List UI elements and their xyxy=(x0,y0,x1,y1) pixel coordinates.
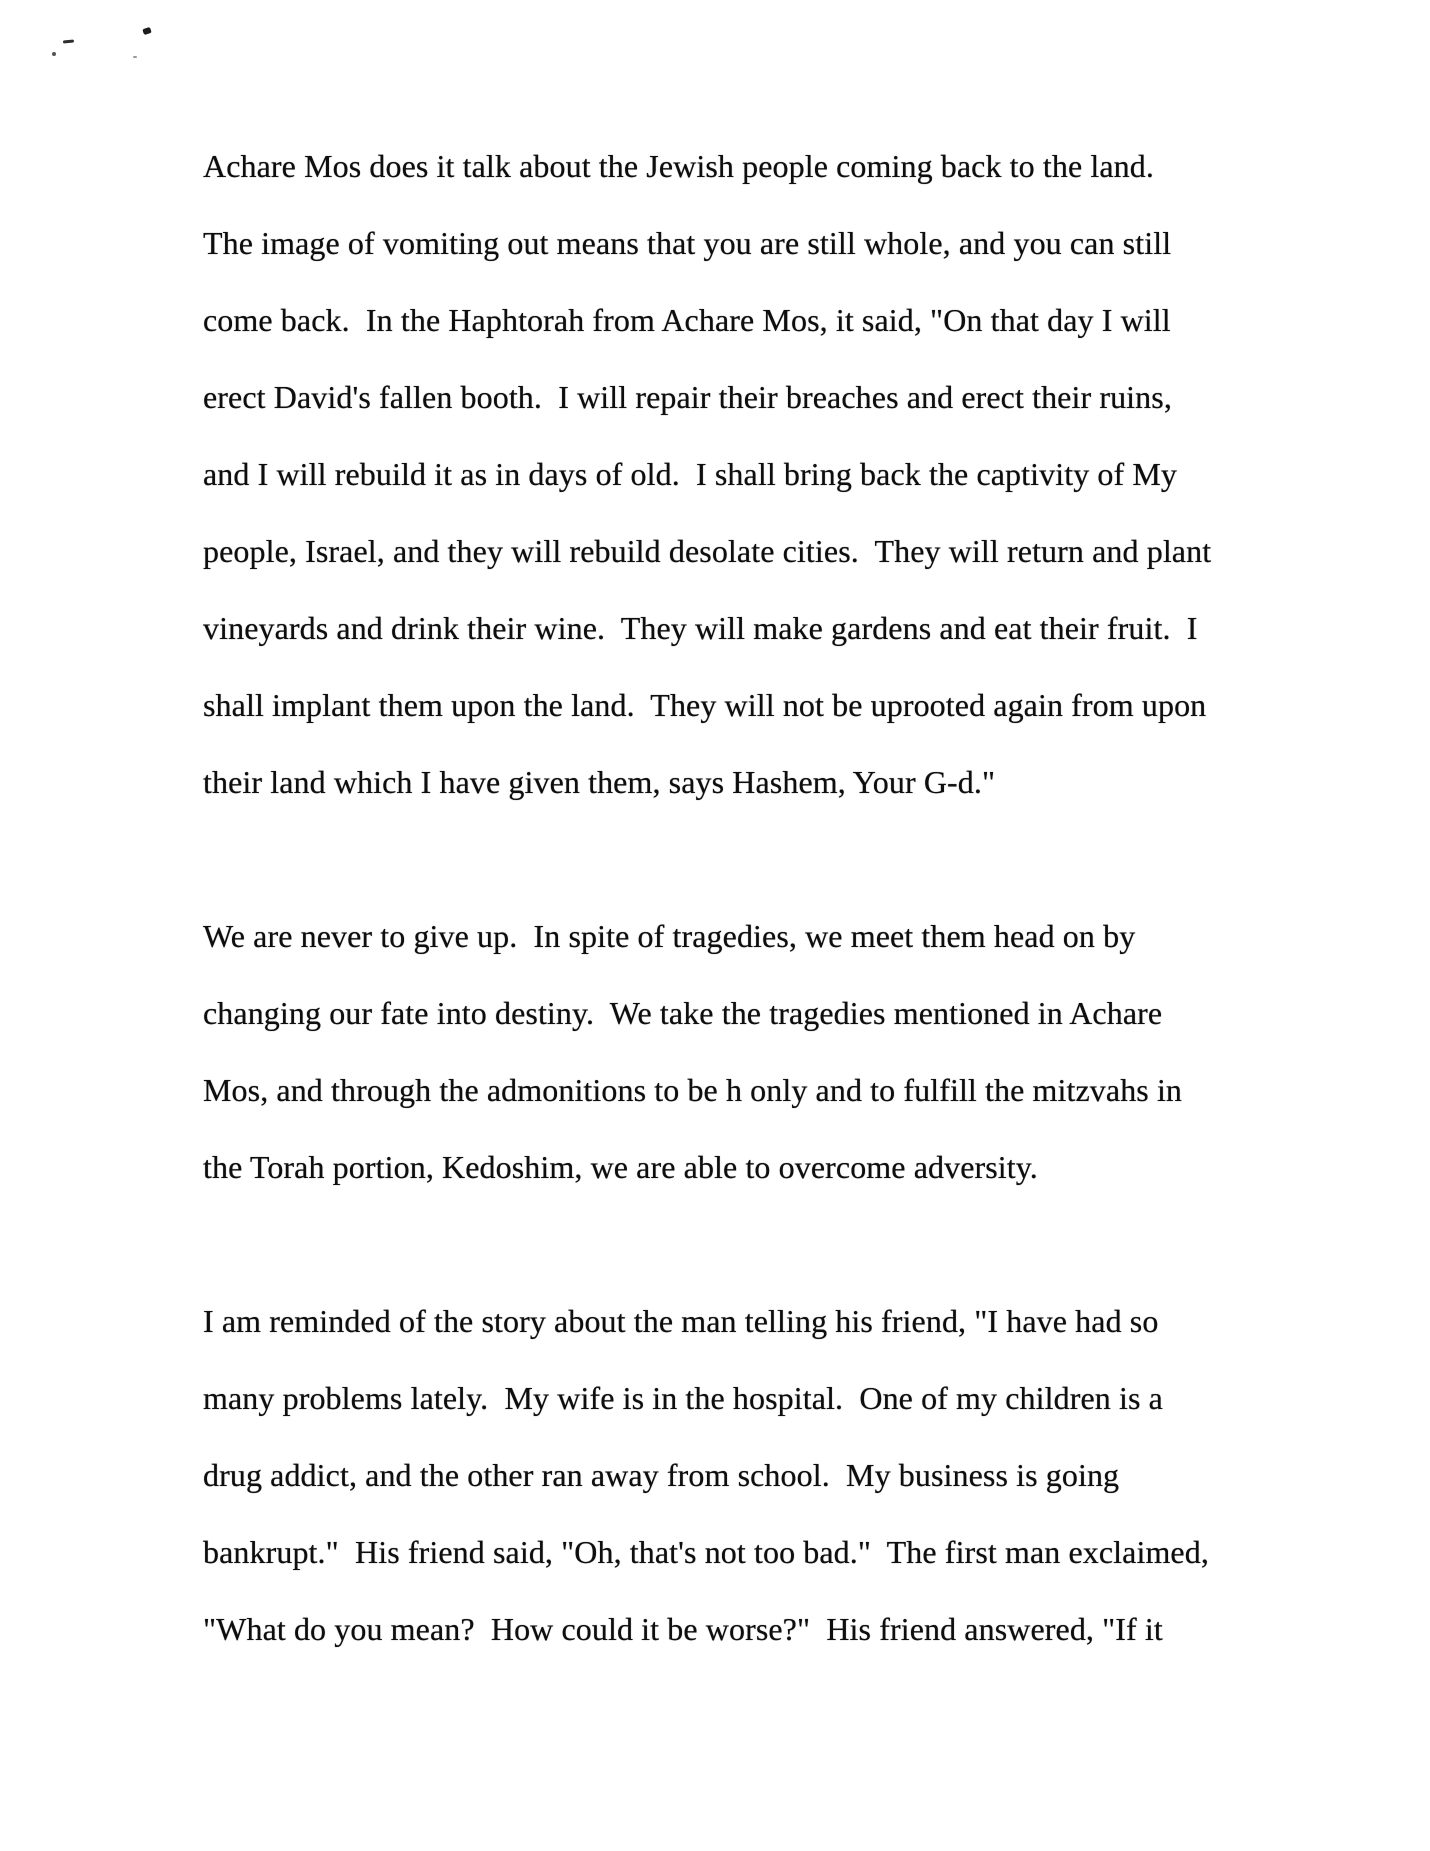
paragraph xyxy=(203,898,1343,1206)
text-line: bankrupt." His friend said, "Oh, that's not too bad." The first man exclaimed, xyxy=(203,1534,1209,1570)
text-line: "What do you mean? How could it be worse?" His friend answered, "If it xyxy=(203,1611,1163,1647)
text-line: The image of vomiting out means that you are still whole, and you can still xyxy=(203,225,1172,261)
paragraph xyxy=(203,128,1343,821)
text-line: shall implant them upon the land. They will not be uprooted again from upon xyxy=(203,687,1207,723)
text-line: vineyards and drink their wine. They will make gardens and eat their fruit. I xyxy=(203,610,1198,646)
text-line: their land which I have given them, says Hashem, Your G-d." xyxy=(203,764,996,800)
text-line: and I will rebuild it as in days of old. I shall bring back the captivity of My xyxy=(203,456,1178,492)
text-line: Achare Mos does it talk about the Jewish people coming back to the land. xyxy=(203,148,1154,184)
text-line: people, Israel, and they will rebuild desolate cities. They will return and plant xyxy=(203,533,1212,569)
text-line: changing our fate into destiny. We take the tragedies mentioned in Achare xyxy=(203,995,1163,1031)
scan-speck xyxy=(52,52,56,56)
text-line: We are never to give up. In spite of tragedies, we meet them head on by xyxy=(203,918,1136,954)
paragraph xyxy=(203,1283,1343,1668)
text-line: come back. In the Haphtorah from Achare Mos, it said, "On that day I will xyxy=(203,302,1171,338)
text-line: the Torah portion, Kedoshim, we are able to overcome adversity. xyxy=(203,1149,1038,1185)
text-line: drug addict, and the other ran away from school. My business is going xyxy=(203,1457,1120,1493)
scan-speck xyxy=(133,56,137,58)
text-line: erect David's fallen booth. I will repair their breaches and erect their ruins, xyxy=(203,379,1172,415)
text-line: many problems lately. My wife is in the hospital. One of my children is a xyxy=(203,1380,1163,1416)
text-line: Mos, and through the admonitions to be h only and to fulfill the mitzvahs in xyxy=(203,1072,1183,1108)
text-line: I am reminded of the story about the man telling his friend, "I have had so xyxy=(203,1303,1159,1339)
